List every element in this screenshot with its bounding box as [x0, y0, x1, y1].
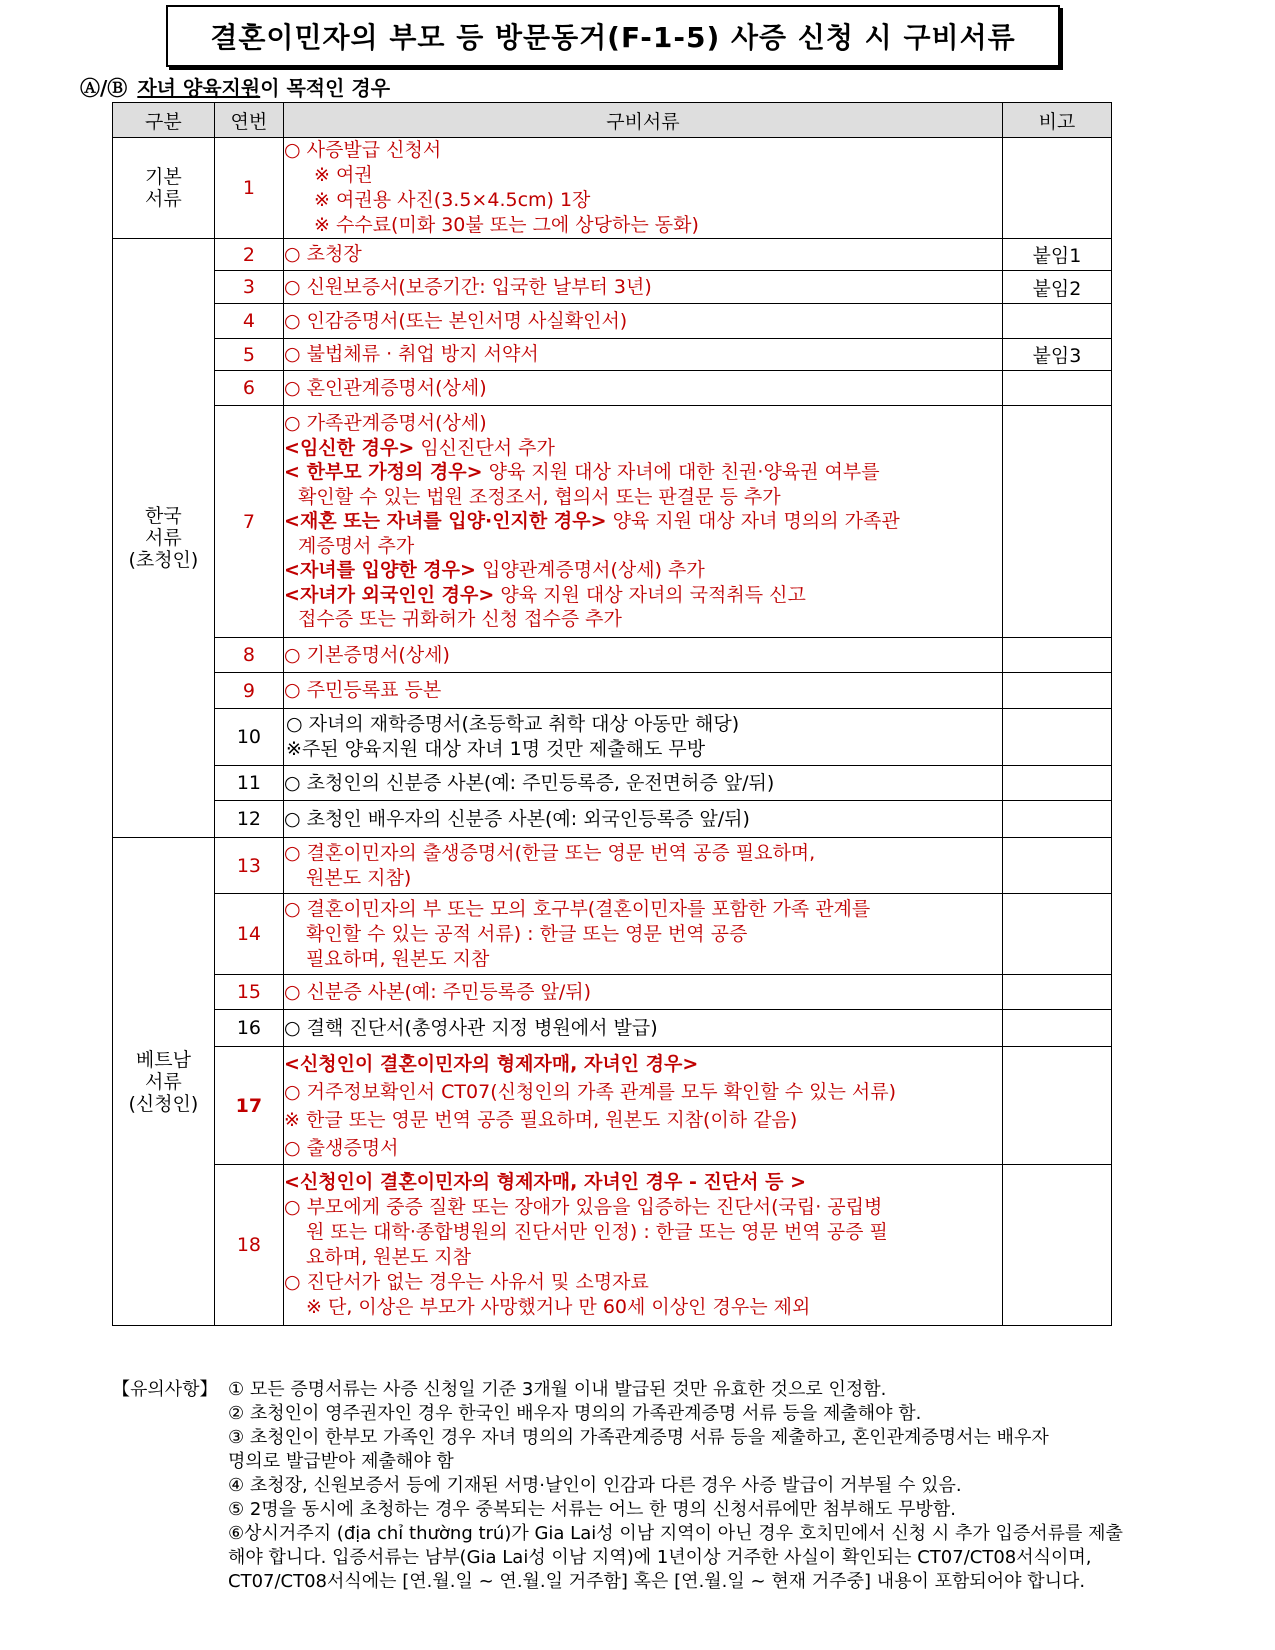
row-number: 16	[214, 1010, 283, 1047]
document-list	[284, 838, 1003, 894]
row-number: 15	[214, 975, 283, 1010]
document-line: ○ 출생증명서	[284, 1136, 399, 1159]
row-number: 6	[214, 371, 283, 406]
document-line: ○ 혼인관계증명서(상세)	[284, 376, 487, 399]
note-text: ① 모든 증명서류는 사증 신청일 기준 3개월 이내 발급된 것만 유효한 것으로 인정함.	[228, 1379, 887, 1400]
document-line: ※ 여권	[314, 164, 373, 186]
document-list	[284, 406, 1003, 638]
table-row	[113, 766, 1112, 801]
remark	[1002, 766, 1111, 801]
remark	[1002, 1047, 1111, 1165]
table-row	[113, 271, 1112, 304]
row-number: 10	[214, 709, 283, 766]
condition-label: <신청인이 결혼이민자의 형제자매, 자녀인 경우>	[284, 1052, 699, 1075]
condition-label: <자녀가 외국인인 경우>	[284, 583, 495, 606]
category-korea	[113, 239, 215, 838]
document-line: 확인할 수 있는 법원 조정조서, 협의서 또는 판결문 등 추가	[298, 485, 781, 508]
header-number: 연번	[214, 103, 283, 138]
header-remarks: 비고	[1002, 103, 1111, 138]
document-line	[284, 558, 1002, 583]
note-item: ③ 초청인이 한부모 가족인 경우 자녀 명의의 가족관계증명 서류 등을 제출하고, 혼인관계증명서는 배우자	[228, 1427, 1049, 1448]
document-line: 원본도 지참)	[306, 866, 412, 889]
document-line: 요하며, 원본도 지참	[306, 1246, 471, 1268]
remark	[1002, 801, 1111, 838]
document-line: ○ 신분증 사본(예: 주민등록증 앞/뒤)	[284, 980, 591, 1003]
condition-text: 양육 지원 대상 자녀 명의의 가족관	[612, 510, 900, 533]
section-label-underlined: 자녀 양육지원	[137, 76, 261, 100]
document-list	[284, 709, 1003, 766]
document-list	[284, 975, 1003, 1010]
remark	[1002, 894, 1111, 975]
note-item: ④ 초청장, 신원보증서 등에 기재된 서명·날인이 인감과 다른 경우 사증 발급이 거부될 수 있음.	[228, 1475, 962, 1496]
document-list	[284, 239, 1003, 271]
document-line: 계증명서 추가	[298, 534, 415, 557]
remark	[1002, 406, 1111, 638]
header-documents: 구비서류	[284, 103, 1003, 138]
row-number: 5	[214, 339, 283, 371]
header-category: 구분	[113, 103, 215, 138]
table-row	[113, 975, 1112, 1010]
document-line: 원 또는 대학·종합병원의 진단서만 인정) : 한글 또는 영문 번역 공증 필	[306, 1221, 888, 1243]
note-item: ② 초청인이 영주권자인 경우 한국인 배우자 명의의 가족관계증명 서류 등을 제출해야 함.	[228, 1403, 922, 1424]
document-line: ○ 인감증명서(또는 본인서명 사실확인서)	[284, 309, 628, 332]
condition-text: 양육 지원 대상 자녀에 대한 친권·양육권 여부를	[488, 461, 880, 484]
row-number: 4	[214, 304, 283, 339]
row-number: 14	[214, 894, 283, 975]
document-line	[284, 436, 1002, 461]
table-row	[113, 894, 1112, 975]
notes-heading: 【유의사항】	[112, 1379, 218, 1400]
table-row	[113, 1047, 1112, 1165]
row-number: 9	[214, 673, 283, 709]
table-row	[113, 801, 1112, 838]
condition-label: <자녀를 입양한 경우>	[284, 559, 476, 582]
note-continuation: CT07/CT08서식에는 [연.월.일 ~ 연.월.일 거주함] 혹은 [연.월.일 ~ 현재 거주중] 내용이 포함되어야 합니다.	[228, 1571, 1086, 1592]
condition-label: <재혼 또는 자녀를 입양·인지한 경우>	[284, 510, 607, 533]
document-line	[284, 460, 1002, 485]
row-number: 3	[214, 271, 283, 304]
table-row	[113, 406, 1112, 638]
document-line	[284, 509, 1002, 534]
category-line: 서류	[145, 188, 182, 210]
condition-label: <신청인이 결혼이민자의 형제자매, 자녀인 경우 - 진단서 등 >	[284, 1171, 807, 1193]
table-row	[113, 371, 1112, 406]
section-label-rest: 이 목적인 경우	[260, 76, 391, 100]
remark	[1002, 138, 1111, 239]
document-line: ※ 수수료(미화 30불 또는 그에 상당하는 동화)	[314, 214, 699, 236]
table-row	[113, 1010, 1112, 1047]
note-item	[112, 1378, 1252, 1402]
document-line: 확인할 수 있는 공적 서류) : 한글 또는 영문 번역 공증	[306, 922, 748, 945]
remark: 붙임3	[1002, 339, 1111, 371]
document-line: ○ 초청인의 신분증 사본(예: 주민등록증, 운전면허증 앞/뒤)	[284, 771, 775, 794]
category-line: 한국	[145, 505, 182, 527]
row-number: 11	[214, 766, 283, 801]
required-documents-table	[112, 102, 1112, 1326]
document-line	[284, 583, 1002, 608]
document-list	[284, 638, 1003, 673]
category-basic	[113, 138, 215, 239]
table-row	[113, 304, 1112, 339]
remark: 붙임1	[1002, 239, 1111, 271]
document-line: ○ 거주정보확인서 CT07(신청인의 가족 관계를 모두 확인할 수 있는 서류)	[284, 1080, 897, 1103]
condition-label: <임신한 경우>	[284, 436, 415, 459]
row-number: 12	[214, 801, 283, 838]
document-line: ○ 가족관계증명서(상세)	[284, 412, 487, 435]
remark	[1002, 371, 1111, 406]
remark	[1002, 673, 1111, 709]
document-list	[284, 271, 1003, 304]
document-line: ○ 불법체류 · 취업 방지 서약서	[284, 343, 539, 365]
document-line: ○ 기본증명서(상세)	[284, 643, 450, 666]
document-list	[284, 894, 1003, 975]
document-list	[284, 371, 1003, 406]
note-continuation: 명의로 발급받아 제출해야 함	[228, 1451, 454, 1472]
document-line: ○ 사증발급 신청서	[284, 139, 442, 161]
document-list	[284, 339, 1003, 371]
category-line: (초청인)	[128, 549, 199, 571]
table-row	[113, 838, 1112, 894]
category-vietnam	[113, 838, 215, 1326]
note-item: ⑥상시거주지 (địa chỉ thường trú)가 Gia Lai성 이남 지역이 아닌 경우 호치민에서 신청 시 추가 입증서류를 제출	[228, 1523, 1123, 1544]
document-list	[284, 304, 1003, 339]
note-continuation: 해야 합니다. 입증서류는 남부(Gia Lai성 이남 지역)에 1년이상 거주한 사실이 확인되는 CT07/CT08서식이며,	[228, 1547, 1092, 1568]
table-row	[113, 138, 1112, 239]
document-list	[284, 801, 1003, 838]
document-line: 필요하며, 원본도 지참	[306, 947, 490, 970]
table-row	[113, 239, 1112, 271]
row-number: 13	[214, 838, 283, 894]
category-line: 베트남	[135, 1048, 191, 1071]
document-list	[284, 138, 1003, 239]
document-list	[284, 1047, 1003, 1165]
document-list	[284, 673, 1003, 709]
document-line: 접수증 또는 귀화허가 신청 접수증 추가	[298, 608, 622, 631]
condition-text: 입양관계증명서(상세) 추가	[481, 559, 705, 582]
row-number: 7	[214, 406, 283, 638]
section-mark: Ⓐ/Ⓑ	[80, 76, 128, 100]
document-line: ○ 결혼이민자의 부 또는 모의 호구부(결혼이민자를 포함한 가족 관계를	[284, 897, 871, 920]
row-number: 17	[214, 1047, 283, 1165]
document-line: ※ 여권용 사진(3.5×4.5cm) 1장	[314, 189, 591, 211]
row-number: 18	[214, 1165, 283, 1326]
document-line: ※ 한글 또는 영문 번역 공증 필요하며, 원본도 지참(이하 같음)	[284, 1108, 798, 1131]
document-list	[284, 1165, 1003, 1326]
document-line: ※ 단, 이상은 부모가 사망했거나 만 60세 이상인 경우는 제외	[306, 1296, 811, 1318]
document-line: ○ 주민등록표 등본	[284, 679, 442, 701]
remark	[1002, 1165, 1111, 1326]
category-line: 서류	[145, 1070, 182, 1093]
document-line: ○ 결혼이민자의 출생증명서(한글 또는 영문 번역 공증 필요하며,	[284, 841, 816, 864]
table-row	[113, 709, 1112, 766]
document-line: ○ 결핵 진단서(총영사관 지정 병원에서 발급)	[284, 1016, 658, 1039]
remark	[1002, 709, 1111, 766]
category-line: (신청인)	[128, 1092, 199, 1115]
remark	[1002, 838, 1111, 894]
remark: 붙임2	[1002, 271, 1111, 304]
document-line: ○ 부모에게 중증 질환 또는 장애가 있음을 입증하는 진단서(국립· 공립병	[284, 1196, 883, 1218]
condition-label: < 한부모 가정의 경우>	[284, 461, 483, 484]
document-list	[284, 1010, 1003, 1047]
remark	[1002, 1010, 1111, 1047]
document-list	[284, 766, 1003, 801]
remark	[1002, 304, 1111, 339]
document-line: ○ 초청인 배우자의 신분증 사본(예: 외국인등록증 앞/뒤)	[284, 807, 750, 830]
table-row	[113, 339, 1112, 371]
document-line: ○ 신원보증서(보증기간: 입국한 날부터 3년)	[284, 275, 652, 298]
row-number: 2	[214, 239, 283, 271]
remark	[1002, 638, 1111, 673]
category-line: 기본	[145, 166, 182, 188]
note-item: ⑤ 2명을 동시에 초청하는 경우 중복되는 서류는 어느 한 명의 신청서류에만 첨부해도 무방함.	[228, 1499, 956, 1520]
condition-text: 임신진단서 추가	[420, 436, 555, 459]
remark	[1002, 975, 1111, 1010]
notes-section	[112, 1378, 1252, 1594]
row-number: 1	[214, 138, 283, 239]
section-label	[80, 72, 390, 101]
document-line: ○ 자녀의 재학증명서(초등학교 취학 대상 아동만 해당)	[286, 713, 740, 735]
document-line: ※주된 양육지원 대상 자녀 1명 것만 제출해도 무방	[286, 738, 706, 760]
table-row	[113, 638, 1112, 673]
document-line: ○ 초청장	[284, 243, 362, 265]
table-row	[113, 673, 1112, 709]
table-row	[113, 1165, 1112, 1326]
document-line: ○ 진단서가 없는 경우는 사유서 및 소명자료	[284, 1271, 649, 1293]
category-line: 서류	[145, 527, 182, 549]
row-number: 8	[214, 638, 283, 673]
document-title: 결혼이민자의 부모 등 방문동거(F-1-5) 사증 신청 시 구비서류	[166, 5, 1060, 67]
condition-text: 양육 지원 대상 자녀의 국적취득 신고	[500, 583, 806, 606]
